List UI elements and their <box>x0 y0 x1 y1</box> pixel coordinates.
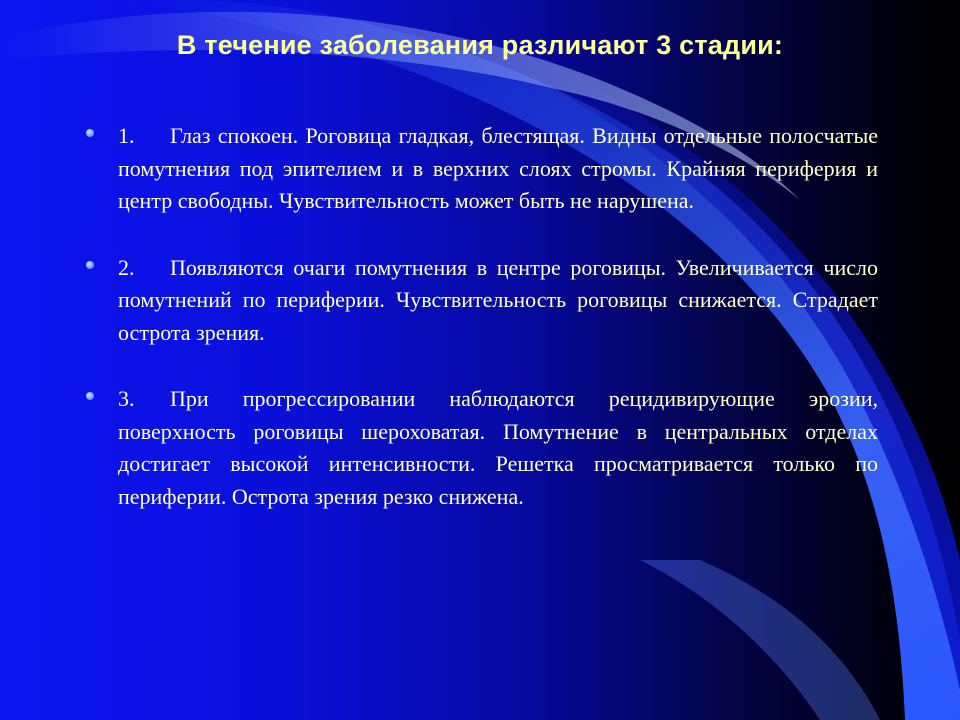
list-item <box>82 120 878 218</box>
list-item <box>82 383 878 513</box>
list-item <box>82 252 878 350</box>
slide-title: В течение заболевания различают 3 стадии: <box>176 30 784 60</box>
item-text: Появляются очаги помутнения в центре роговицы. Увеличивается число помутнений по периферии. Чувствительность роговицы снижается. Страдает острота зрения. <box>118 254 878 345</box>
bullet-icon <box>86 392 94 400</box>
bullet-icon <box>86 129 94 137</box>
item-text: При прогрессировании наблюдаются рецидивирующие эрозии, поверхность роговицы шероховатая. Помутнение в центральных отделах достигает высокой интенсивности. Решетка просматривается только по периферии. Острота зрения резко снижена. <box>118 386 878 509</box>
stages-list <box>82 120 878 513</box>
item-number: 2. <box>118 254 135 280</box>
item-number: 1. <box>118 123 135 148</box>
item-text: Глаз спокоен. Роговица гладкая, блестящая. Видны отдельные полосчатые помутнения под эпителием и в верхних слоях стромы. Крайняя периферия и центр свободны. Чувствительность может быть не нарушена. <box>118 123 878 213</box>
bullet-icon <box>86 261 94 269</box>
item-number: 3. <box>118 386 135 411</box>
